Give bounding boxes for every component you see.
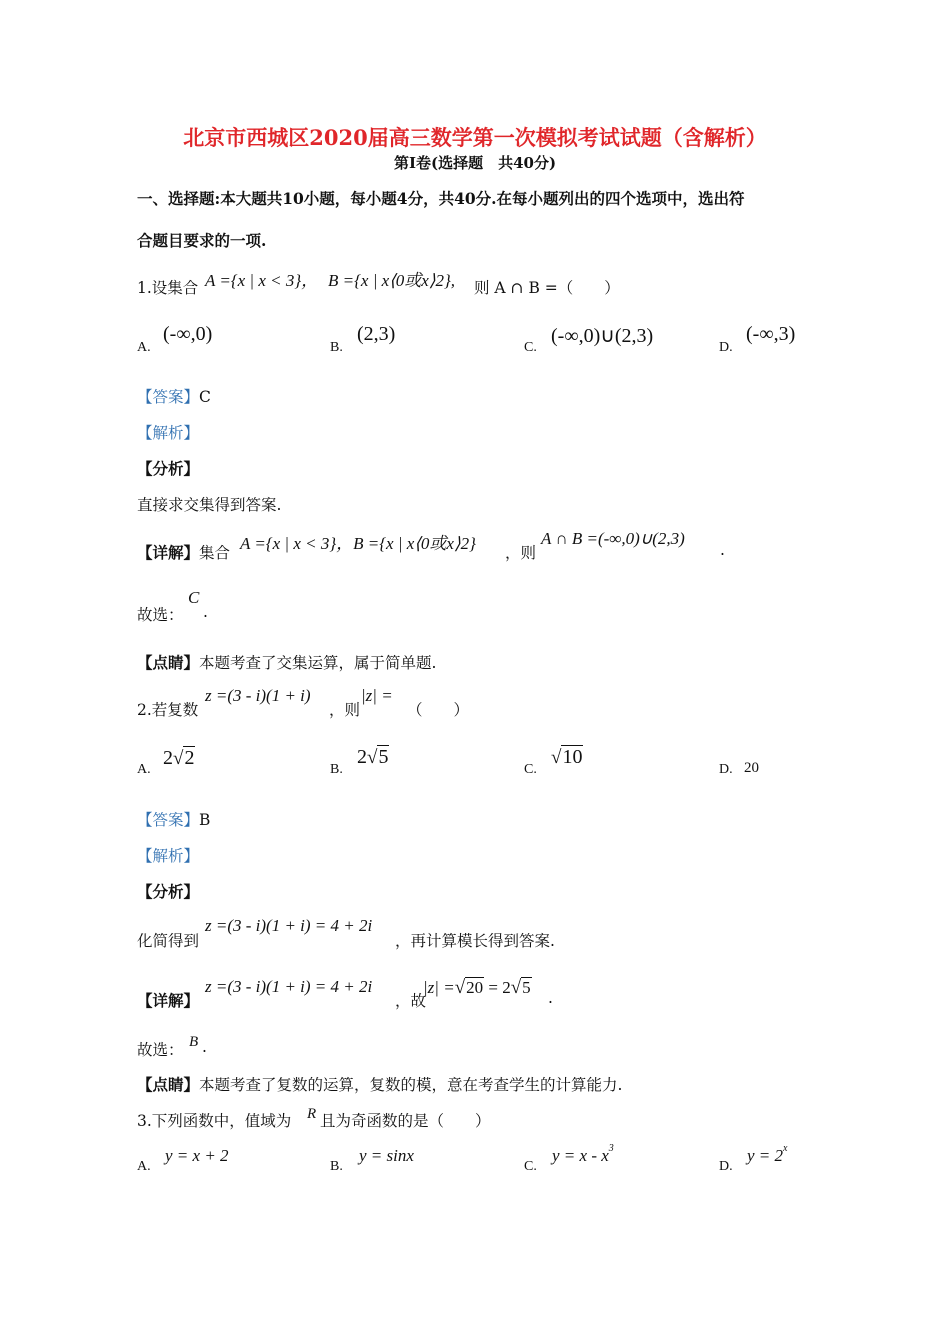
q1-detail-tag: 【详解】: [137, 543, 200, 562]
q3-option-d-exp: x: [783, 1143, 788, 1154]
q2-detail-end: .: [548, 989, 553, 1007]
q1-answer: [137, 385, 211, 407]
q1-analysis-tag: 【解析】: [137, 424, 200, 442]
q2-option-b-value: [357, 746, 389, 769]
q2-detail-abs-expr: [423, 977, 532, 999]
section-heading-line1: 一、选择题:本大题共10小题，每小题4分，共40分.在每小题列出的四个选项中，选出符: [137, 189, 745, 208]
q3-option-c-expr: [552, 1143, 614, 1166]
q2-fenxi-tag: 【分析】: [137, 882, 200, 901]
q1-answer-value: C: [199, 388, 211, 406]
q1-option-b-value: (2,3): [357, 323, 396, 345]
q2-comment-tag: 【点睛】: [137, 1075, 200, 1094]
q2-option-a-coef: 2: [163, 747, 173, 769]
q2-choose-value: B: [189, 1034, 199, 1050]
q2-fenxi-suffix: ，再计算模长得到答案.: [395, 932, 555, 950]
q1-comment: [137, 651, 436, 673]
q2-abs: |z| =: [361, 686, 393, 705]
q1-choose-value: C: [188, 588, 200, 607]
q2-prefix: 2.若复数: [137, 701, 199, 719]
q2-fenxi-prefix: 化简得到: [137, 932, 200, 950]
sqrt-icon: √: [510, 977, 522, 998]
q1-fenxi-tag: 【分析】: [137, 459, 200, 478]
q3-option-b-value: y = sinx: [359, 1146, 414, 1165]
q2-detail-mid: ，故: [395, 992, 427, 1010]
q2-choose-prefix: 故选：: [137, 1041, 184, 1059]
q1-choose-end: .: [203, 603, 208, 621]
q2-detail-eq: = 2: [488, 978, 511, 997]
q1-answer-tag: 【答案】: [137, 388, 200, 406]
q3-r: R: [307, 1106, 317, 1122]
q1-ask: 则 A ∩ B =（ ）: [474, 279, 620, 297]
q2-choose-end: .: [202, 1038, 207, 1056]
q1-choose-prefix: 故选：: [137, 606, 184, 624]
q2-analysis-tag: 【解析】: [137, 847, 200, 865]
q2-answer-value: B: [199, 811, 211, 829]
q3-option-d-expr: [747, 1143, 788, 1166]
q1-detail-result: A ∩ B =(-∞,0)∪(2,3): [541, 529, 685, 548]
sqrt-icon: √: [454, 977, 466, 998]
sqrt-icon: √: [173, 748, 184, 769]
q1-option-d-label: D.: [719, 340, 733, 355]
q2-blank: （ ）: [407, 701, 470, 719]
q2-option-c-value: [551, 746, 583, 769]
q1-option-d-value: (-∞,3): [746, 323, 796, 345]
q1-detail-prefix: 集合: [199, 544, 231, 562]
q2-answer-tag: 【答案】: [137, 811, 200, 829]
q2-detail-tag: 【详解】: [137, 991, 200, 1010]
q1-comment-text: 本题考查了交集运算，属于简单题.: [199, 654, 437, 672]
q3-prefix: 3.下列函数中，值域为: [137, 1112, 292, 1130]
q2-option-b-rad: 5: [378, 746, 389, 768]
q3-option-d-label: D.: [719, 1159, 733, 1174]
q3-option-c-exp: 3: [608, 1143, 614, 1154]
q3-option-c-value: y = x - x: [552, 1146, 609, 1165]
q2-comment-text: 本题考查了复数的运算，复数的模，意在考查学生的计算能力.: [199, 1076, 623, 1094]
q2-answer: [137, 808, 210, 830]
sqrt-icon: √: [551, 747, 562, 768]
q3-option-a-label: A.: [137, 1159, 151, 1174]
q1-prefix: 1.设集合: [137, 279, 199, 297]
page-subtitle: 第Ⅰ卷(选择题 共40分): [393, 154, 557, 172]
q1-option-c-value: (-∞,0)∪(2,3): [551, 325, 654, 347]
sqrt-icon: √: [367, 747, 378, 768]
q2-detail-rad2: 5: [522, 978, 531, 997]
q1-option-b-label: B.: [330, 340, 343, 355]
q2-detail-expr: z =(3 - i)(1 + i) = 4 + 2i: [205, 977, 373, 996]
q2-option-d-value: 20: [744, 760, 759, 776]
q3-option-a-value: y = x + 2: [165, 1146, 229, 1165]
q2-detail-abs: |z| =: [423, 978, 455, 997]
q3-option-b-label: B.: [330, 1159, 343, 1174]
q1-set-b: B ={x | x⟨0或x⟩2},: [328, 271, 456, 290]
q1-detail-mid: ，则: [505, 544, 537, 562]
q2-option-a-value: [163, 747, 195, 770]
q2-option-d-label: D.: [719, 762, 733, 777]
q2-fenxi-expr: z =(3 - i)(1 + i) = 4 + 2i: [205, 916, 373, 935]
q3-suffix: 且为奇函数的是（ ）: [320, 1112, 491, 1130]
q3-option-c-label: C.: [524, 1159, 537, 1174]
q1-detail: [137, 541, 230, 563]
q1-comment-tag: 【点睛】: [137, 653, 200, 672]
q3-option-d-value: y = 2: [747, 1146, 784, 1165]
q2-expr: z =(3 - i)(1 + i): [205, 686, 311, 705]
q1-option-a-value: (-∞,0): [163, 323, 213, 345]
q2-option-c-rad: 10: [562, 746, 583, 768]
q2-option-b-coef: 2: [357, 746, 367, 768]
q2-option-b-label: B.: [330, 762, 343, 777]
q1-detail-sets: A ={x | x < 3}，B ={x | x⟨0或x⟩2}: [240, 534, 476, 553]
q1-fenxi-text: 直接求交集得到答案.: [137, 496, 282, 514]
q1-option-c-label: C.: [524, 340, 537, 355]
q2-mid: ，则: [329, 701, 361, 719]
q2-option-a-rad: 2: [184, 747, 195, 769]
q2-comment: [137, 1073, 622, 1095]
section-heading-line2: 合题目要求的一项.: [137, 231, 267, 250]
q1-detail-end: .: [720, 541, 725, 559]
q2-option-a-label: A.: [137, 762, 151, 777]
q2-option-c-label: C.: [524, 762, 537, 777]
q2-detail-rad: 20: [466, 978, 484, 997]
q1-option-a-label: A.: [137, 340, 151, 355]
q1-set-a: A ={x | x < 3}，: [205, 271, 319, 290]
page-title: 北京市西城区2020届高三数学第一次模拟考试试题（含解析）: [183, 125, 767, 150]
